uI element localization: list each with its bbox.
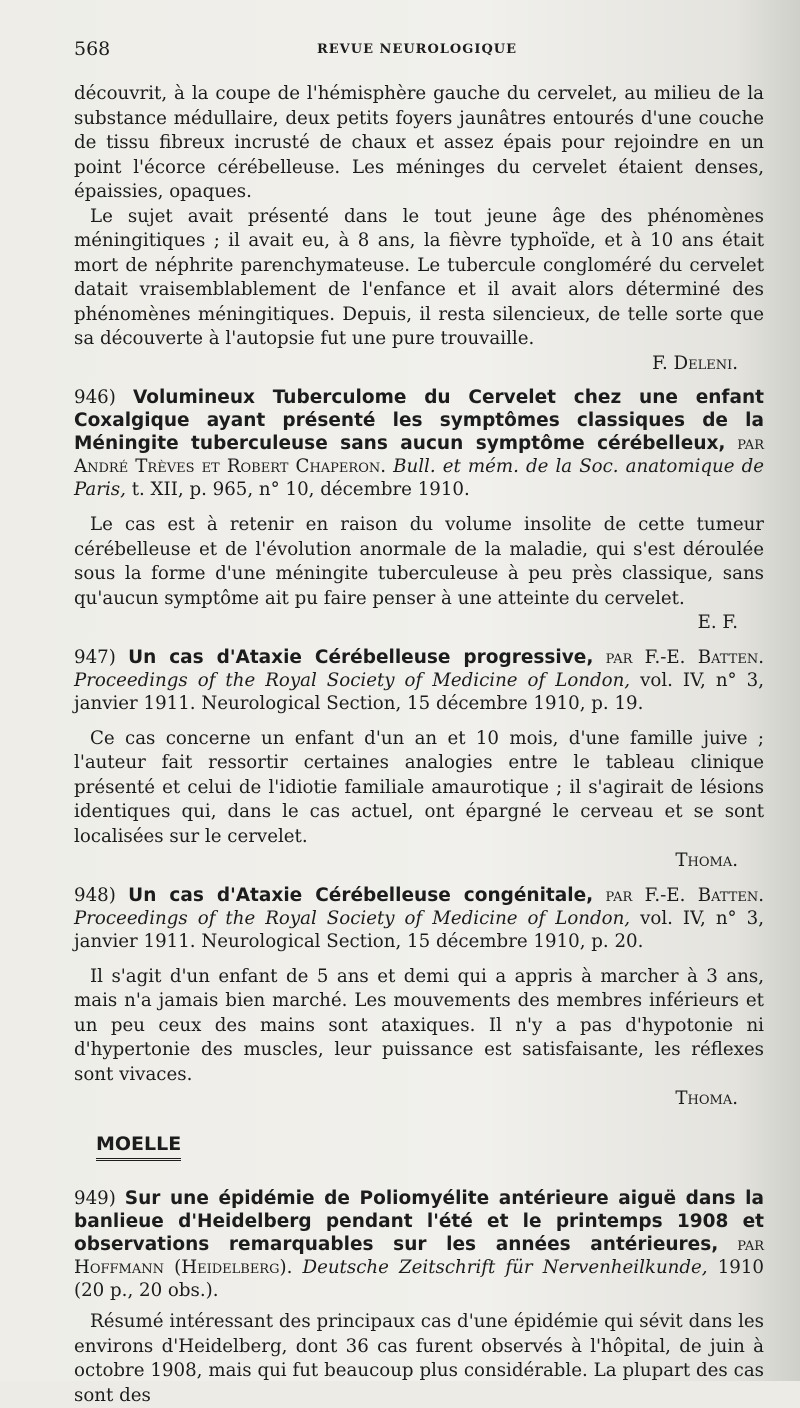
entry-details: vol. IV, n° 3, janvier 1911. Neurological Section, 15 décembre 1910, p. 19.: [74, 669, 764, 714]
section-heading: MOELLE: [96, 1132, 181, 1162]
running-head: REVUE NEUROLOGIQUE: [316, 42, 518, 57]
entry-number: 947): [74, 646, 116, 668]
entry-source: Proceedings of the Royal Society of Medicine of London,: [74, 669, 631, 691]
reviewer-signature: F. Deleni.: [652, 352, 738, 374]
page-header: [74, 38, 760, 62]
entry-text: Ce cas concerne un enfant d'un an et 10 mois, d'une famille juive ; l'auteur fait ressortir certaines analogies entre le tableau clinique présenté et celui de l'idiotie familiale amaurotique ; il s'agirait de lésions identiques qui, dans le cas actuel, ont épargné le cerveau et se sont localisées sur le cervelet.: [74, 727, 764, 847]
entry-heading: [74, 884, 764, 953]
entry-source: Proceedings of the Royal Society of Medicine of London,: [74, 907, 631, 929]
paragraph: Le sujet avait présenté dans le tout jeune âge des phénomènes méningitiques ; il avait eu, à 8 ans, la fièvre typhoïde, et à 10 ans était mort de néphrite parenchymateuse. Le tubercule congloméré du cervelet datait vraisemblablement de l'enfance et il avait alors déterminé des phénomènes méningitiques. Depuis, il resta silencieux, de telle sorte que sa découverte à l'autopsie fut une pure trouvaille.: [74, 205, 764, 349]
entry-title: Volumineux Tuberculome du Cervelet chez une enfant Coxalgique ayant présenté les symptômes classiques de la Méningite tuberculeuse sans aucun symptôme cérébelleux,: [74, 387, 764, 454]
entry-text: Résumé intéressant des principaux cas d'une épidémie qui sévit dans les environs d'Heidelberg, dont 36 cas furent observés à l'hôpital, de juin à octobre 1908, mais qui fut beaucoup plus considérable. La plupart des cas sont des: [74, 1311, 764, 1406]
entry-text: Il s'agit d'un enfant de 5 ans et demi qui a appris à marcher à 3 ans, mais n'a jamais bien marché. Les mouvements des membres inférieurs et un peu ceux des mains sont ataxiques. Il n'y a pas d'hypotonie ni d'hypertonie des muscles, leur puissance est satisfaisante, les réflexes sont vivaces.: [74, 965, 764, 1085]
entry-text: Le cas est à retenir en raison du volume insolite de cette tumeur cérébelleuse et de l'évolution anormale de la maladie, qui s'est déroulée sous la forme d'une méningite tuberculeuse à peu près classique, sans qu'aucun symptôme ait pu faire penser à une atteinte du cervelet.: [74, 514, 764, 609]
entry-details: vol. IV, n° 3, janvier 1911. Neurological Section, 15 décembre 1910, p. 20.: [74, 907, 764, 952]
entry-number: 949): [74, 1188, 116, 1209]
entry-heading: [74, 1187, 764, 1302]
article-body: [74, 82, 764, 1408]
entry-source: Deutsche Zeitschrift für Nervenheilkunde,: [302, 1257, 708, 1278]
entry-number: 946): [74, 387, 116, 408]
entry-heading: [74, 386, 764, 501]
page-number: 568: [74, 38, 111, 60]
entry-title: Un cas d'Ataxie Cérébelleuse progressive,: [128, 646, 594, 668]
reviewer-signature: E. F.: [697, 612, 738, 633]
entry-title: Un cas d'Ataxie Cérébelleuse congénitale,: [128, 884, 594, 906]
paragraph-continuation: découvrit, à la coupe de l'hémisphère gauche du cervelet, au milieu de la substance médullaire, deux petits foyers jaunâtres entourés d'une couche de tissu fibreux incrusté de chaux et assez épais pour rejoindre en un point l'écorce cérébelleuse. Les méninges du cervelet étaient denses, épaissies, opaques.: [74, 83, 764, 202]
reviewer-signature: Thoma.: [675, 1088, 738, 1109]
entry-source: Bull. et mém. de la Soc. anatomique de Paris,: [74, 456, 764, 500]
entry-authors: par Hoffmann (Heidelberg).: [74, 1234, 764, 1278]
abstract-entry-947: [74, 646, 764, 874]
entry-details: 1910 (20 p., 20 obs.).: [74, 1257, 764, 1301]
entry-heading: [74, 646, 764, 715]
abstract-entry-949: [74, 1187, 764, 1408]
entry-authors: par André Trèves et Robert Chaperon.: [74, 433, 764, 477]
reviewer-signature: Thoma.: [675, 850, 738, 871]
entry-authors: par F.-E. Batten.: [605, 646, 764, 668]
entry-number: 948): [74, 884, 116, 906]
abstract-entry-948: [74, 884, 764, 1112]
entry-authors: par F.-E. Batten.: [605, 884, 764, 906]
entry-details: t. XII, p. 965, n° 10, décembre 1910.: [131, 479, 470, 500]
entry-title: Sur une épidémie de Poliomyélite antérieure aiguë dans la banlieue d'Heidelberg pendant l'été et le printemps 1908 et observations remarquables sur les années antérieures,: [74, 1188, 764, 1255]
abstract-entry-946: [74, 386, 764, 636]
